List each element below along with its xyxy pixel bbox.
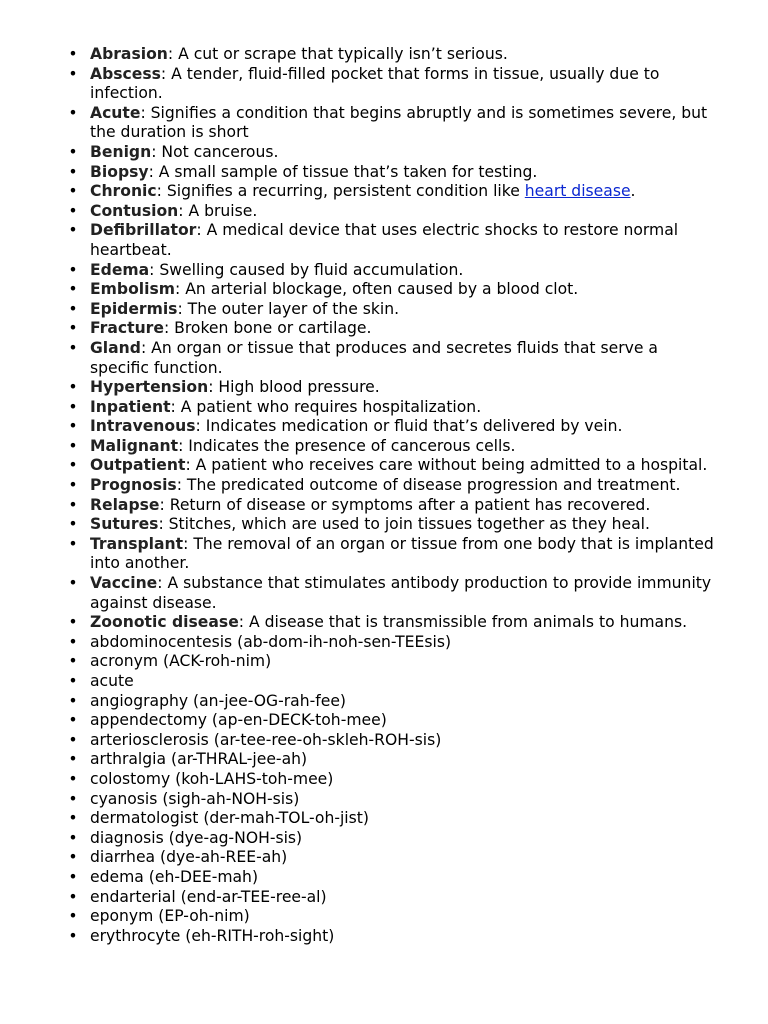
definition-item xyxy=(68,456,720,476)
bullet-icon: • xyxy=(68,691,78,710)
definition-term: Hypertension xyxy=(90,378,209,397)
definition-text-end: . xyxy=(630,182,636,201)
bullet-icon: • xyxy=(68,907,78,926)
bullet-icon: • xyxy=(68,730,78,749)
bullet-icon: • xyxy=(68,613,78,632)
bullet-icon: • xyxy=(68,201,78,220)
definition-term: Outpatient xyxy=(90,456,186,475)
bullet-icon: • xyxy=(68,280,78,299)
definition-item xyxy=(68,280,720,300)
pronunciation-text: arthralgia (ar-THRAL-jee-ah) xyxy=(90,750,308,769)
pronunciation-item xyxy=(68,828,720,849)
bullet-icon: • xyxy=(68,750,78,769)
bullet-icon: • xyxy=(68,672,78,690)
bullet-icon: • xyxy=(68,789,78,808)
pronunciation-item xyxy=(68,632,720,653)
definition-item xyxy=(68,534,720,574)
definition-item xyxy=(68,45,720,65)
bullet-icon: • xyxy=(68,848,78,867)
pronunciation-item xyxy=(68,691,720,712)
definition-item xyxy=(68,613,720,633)
definition-item xyxy=(68,476,720,496)
definition-item xyxy=(68,299,720,320)
pronunciation-item xyxy=(68,907,720,927)
pronunciation-item xyxy=(68,809,720,829)
definition-link[interactable]: heart disease xyxy=(524,182,631,201)
definition-item xyxy=(68,417,720,437)
pronunciation-item xyxy=(68,887,720,908)
definition-text: : High blood pressure. xyxy=(208,378,380,397)
definition-term: Defibrillator xyxy=(90,221,197,240)
definition-item xyxy=(68,64,720,104)
definition-text: : The removal of an organ or tissue from one body that is implanted into another. xyxy=(90,534,714,573)
definition-text: : Broken bone or cartilage. xyxy=(163,319,372,338)
definition-item xyxy=(68,221,720,260)
bullet-icon: • xyxy=(68,182,78,201)
bullet-icon: • xyxy=(68,476,78,495)
pronunciation-text: acronym (ACK-roh-nim) xyxy=(90,652,272,671)
definition-term: Gland xyxy=(90,338,141,357)
bullet-icon: • xyxy=(68,809,78,828)
definition-text: : Signifies a recurring, persistent condition like xyxy=(156,182,525,201)
definition-text: : Not cancerous. xyxy=(151,142,279,161)
bullet-icon: • xyxy=(68,378,78,397)
bullet-icon: • xyxy=(68,162,78,181)
definition-text: : A patient who requires hospitalization. xyxy=(170,397,482,416)
definition-term: Malignant xyxy=(90,436,179,455)
definition-term: Inpatient xyxy=(90,397,171,416)
definition-text: : Indicates medication or fluid that’s delivered by vein. xyxy=(195,417,623,436)
definition-term: Sutures xyxy=(90,515,159,534)
pronunciation-text: diarrhea (dye-ah-REE-ah) xyxy=(90,848,288,867)
definition-item xyxy=(68,319,720,339)
pronunciation-text: acute xyxy=(90,672,134,690)
definition-term: Relapse xyxy=(90,495,160,514)
bullet-icon: • xyxy=(68,456,78,475)
definition-text: : A cut or scrape that typically isn’t serious. xyxy=(167,45,508,63)
definition-term: Edema xyxy=(90,260,150,279)
glossary-list xyxy=(0,45,720,946)
definition-text: : Stitches, which are used to join tissues together as they heal. xyxy=(158,515,650,534)
definition-term: Benign xyxy=(90,142,152,161)
bullet-icon: • xyxy=(68,515,78,534)
definition-item xyxy=(68,495,720,516)
bullet-icon: • xyxy=(68,436,78,455)
definition-term: Biopsy xyxy=(90,162,149,181)
definition-text: : A substance that stimulates antibody production to provide immunity against disease. xyxy=(90,574,712,612)
definition-term: Transplant xyxy=(90,534,184,553)
bullet-icon: • xyxy=(68,887,78,906)
definition-term: Acute xyxy=(90,103,141,122)
pronunciation-text: dermatologist (der-mah-TOL-oh-jist) xyxy=(90,809,369,828)
definition-text: : A disease that is transmissible from animals to humans. xyxy=(238,613,688,632)
pronunciation-item xyxy=(68,848,720,868)
pronunciation-text: eponym (EP-oh-nim) xyxy=(90,907,250,926)
definition-item xyxy=(68,378,720,398)
definition-item xyxy=(68,574,720,613)
bullet-icon: • xyxy=(68,769,78,788)
definition-item xyxy=(68,182,720,202)
pronunciation-item xyxy=(68,672,720,692)
pronunciation-item xyxy=(68,789,720,810)
bullet-icon: • xyxy=(68,221,78,240)
bullet-icon: • xyxy=(68,652,78,671)
pronunciation-text: arteriosclerosis (ar-tee-ree-oh-skleh-ROH-sis) xyxy=(90,730,442,749)
bullet-icon: • xyxy=(68,260,78,279)
bullet-icon: • xyxy=(68,711,78,730)
bullet-icon: • xyxy=(68,574,78,593)
pronunciation-text: endarterial (end-ar-TEE-ree-al) xyxy=(90,887,327,906)
definition-term: Abrasion xyxy=(90,45,168,63)
bullet-icon: • xyxy=(68,495,78,514)
pronunciation-text: colostomy (koh-LAHS-toh-mee) xyxy=(90,769,334,788)
pronunciation-text: edema (eh-DEE-mah) xyxy=(90,867,259,886)
bullet-icon: • xyxy=(68,534,78,553)
pronunciation-item xyxy=(68,926,720,947)
definition-text: : An organ or tissue that produces and secretes fluids that serve a specific function. xyxy=(90,338,658,377)
definition-term: Prognosis xyxy=(90,476,177,495)
pronunciation-text: diagnosis (dye-ag-NOH-sis) xyxy=(90,828,303,847)
bullet-icon: • xyxy=(68,64,78,83)
bullet-icon: • xyxy=(68,867,78,886)
definition-term: Contusion xyxy=(90,201,179,220)
pronunciation-text: abdominocentesis (ab-dom-ih-noh-sen-TEEsis) xyxy=(90,632,452,651)
definition-item xyxy=(68,515,720,535)
definition-text: : A tender, fluid-filled pocket that forms in tissue, usually due to infection. xyxy=(90,64,660,103)
pronunciation-item xyxy=(68,711,720,731)
bullet-icon: • xyxy=(68,45,78,63)
definition-item xyxy=(68,103,720,143)
definition-text: : A small sample of tissue that’s taken for testing. xyxy=(148,162,538,181)
definition-item xyxy=(68,436,720,457)
bullet-icon: • xyxy=(68,338,78,357)
pronunciation-text: erythrocyte (eh-RITH-roh-sight) xyxy=(90,926,335,945)
definition-term: Epidermis xyxy=(90,299,178,318)
pronunciation-item xyxy=(68,652,720,672)
definition-text: : A bruise. xyxy=(178,201,258,220)
definition-term: Zoonotic disease xyxy=(90,613,239,632)
definition-item xyxy=(68,142,720,163)
pronunciation-text: cyanosis (sigh-ah-NOH-sis) xyxy=(90,789,300,808)
definition-term: Intravenous xyxy=(90,417,196,436)
bullet-icon: • xyxy=(68,319,78,338)
definition-text: : Signifies a condition that begins abruptly and is sometimes severe, but the duration is short xyxy=(90,103,708,142)
document-page xyxy=(0,45,768,946)
pronunciation-item xyxy=(68,867,720,888)
pronunciation-text: appendectomy (ap-en-DECK-toh-mee) xyxy=(90,711,387,730)
definition-item xyxy=(68,338,720,378)
definition-text: : Return of disease or symptoms after a patient has recovered. xyxy=(159,495,651,514)
pronunciation-item xyxy=(68,750,720,770)
bullet-icon: • xyxy=(68,142,78,161)
definition-term: Chronic xyxy=(90,182,157,201)
pronunciation-item xyxy=(68,769,720,790)
definition-text: : Swelling caused by fluid accumulation. xyxy=(149,260,464,279)
pronunciation-text: angiography (an-jee-OG-rah-fee) xyxy=(90,691,346,710)
definition-item xyxy=(68,201,720,222)
definition-term: Vaccine xyxy=(90,574,158,593)
definition-item xyxy=(68,162,720,183)
definition-term: Abscess xyxy=(90,64,161,83)
definition-text: : Indicates the presence of cancerous cells. xyxy=(178,436,516,455)
bullet-icon: • xyxy=(68,828,78,847)
pronunciation-item xyxy=(68,730,720,751)
bullet-icon: • xyxy=(68,926,78,945)
definition-text: : A patient who receives care without being admitted to a hospital. xyxy=(185,456,708,475)
bullet-icon: • xyxy=(68,103,78,122)
bullet-icon: • xyxy=(68,397,78,416)
definition-text: : An arterial blockage, often caused by a blood clot. xyxy=(175,280,579,299)
definition-term: Fracture xyxy=(90,319,164,338)
definition-item xyxy=(68,397,720,418)
definition-text: : A medical device that uses electric shocks to restore normal heartbeat. xyxy=(90,221,679,259)
bullet-icon: • xyxy=(68,299,78,318)
definition-text: : The outer layer of the skin. xyxy=(177,299,400,318)
bullet-icon: • xyxy=(68,632,78,651)
bullet-icon: • xyxy=(68,417,78,436)
definition-item xyxy=(68,260,720,281)
definition-term: Embolism xyxy=(90,280,175,299)
definition-text: : The predicated outcome of disease progression and treatment. xyxy=(176,476,681,495)
